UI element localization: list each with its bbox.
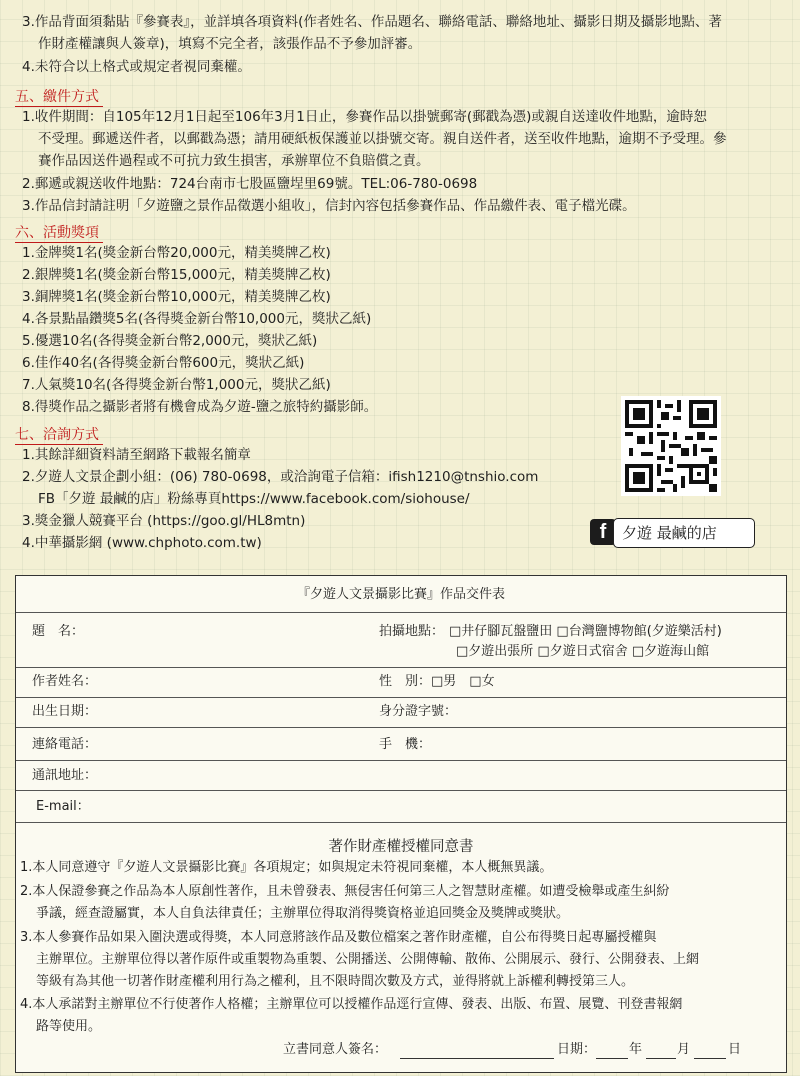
consent-title: 著作財產權授權同意書 [328,839,474,855]
address-field[interactable]: 通訊地址： [32,768,98,783]
award-item: 5.優選10名(各得獎金新台幣2,000元，獎狀乙紙) [22,333,318,349]
award-item: 7.人氣獎10名(各得獎金新台幣1,000元，獎狀乙紙) [22,377,331,393]
consent-clause-3-line-3: 等級有為其他一切著作財產權利用行為之權利，且不限時間次數及方式，並得將就上訴權利轉授第三人。 [36,974,635,989]
birth-date-field[interactable]: 出生日期： [32,704,98,719]
consent-clause-2-line-2: 爭議，經查證屬實，本人自負法律責任；主辦單位得取消得獎資格並追回獎金及獎牌或獎狀。 [36,906,570,921]
location-options-row-2[interactable]: □夕遊出張所 □夕遊日式宿舍 □夕遊海山館 [456,644,710,659]
phone-field[interactable]: 連絡電話： [32,737,98,752]
submission-item-3: 3.作品信封請註明「夕遊鹽之景作品徵選小組收」，信封內容包括參賽作品、作品繳件表、電子檔光碟。 [22,198,636,214]
divider [16,667,786,668]
signature-label: 立書同意人簽名： [283,1042,388,1057]
contact-item-3: 3.獎金獵人競賽平台 (https://goo.gl/HL8mtn) [22,513,306,529]
month-label: 月 [677,1042,691,1057]
contact-item-4: 4.中華攝影網 (www.chphoto.com.tw) [22,535,262,551]
date-label: 日期： [557,1042,597,1057]
submission-item-2: 2.郵遞或親送收件地點：724台南市七股區鹽埕里69號。TEL:06-780-0698 [22,176,478,192]
award-item: 1.金牌獎1名(獎金新台幣20,000元，精美獎牌乙枚) [22,245,331,261]
section-heading-contact: 七、洽詢方式 [15,427,99,443]
rule-item-3-line-2: 作財產權讓與人簽章)，填寫不完全者，該張作品不予參加評審。 [38,36,422,52]
id-number-field[interactable]: 身分證字號： [379,704,458,719]
rule-item-3-line-1: 3.作品背面須黏貼『參賽表』，並詳填各項資料(作者姓名、作品題名、聯絡電話、聯絡地址、攝影日期及攝影地點、著 [22,14,722,30]
divider [16,822,786,823]
award-item: 4.各景點晶鑽獎5名(各得獎金新台幣10,000元，獎狀乙紙) [22,311,372,327]
divider [16,612,786,613]
consent-clause-4-line-1: 4.本人承諾對主辦單位不行使著作人格權；主辦單位可以授權作品逕行宣傳、發表、出版、布置、展覽、刊登書報網 [20,997,683,1012]
contact-item-2-line-2: FB「夕遊 最鹹的店」粉絲專頁https://www.facebook.com/siohouse/ [38,491,470,507]
section-heading-awards: 六、活動獎項 [15,225,99,241]
day-label: 日 [728,1042,742,1057]
work-title-field[interactable]: 題 名： [32,624,85,639]
form-title: 『夕遊人文景攝影比賽』作品交件表 [296,587,505,602]
year-line[interactable] [596,1058,628,1059]
section-heading-submission: 五、繳件方式 [15,89,99,105]
consent-clause-3-line-2: 主辦單位。主辦單位得以著作原件或重製物為重製、公開播送、公開傳輸、散佈、公開展示、發行、公開發表、上網 [36,952,700,967]
facebook-page-label: 夕遊 最鹹的店 [622,524,717,542]
year-label: 年 [629,1042,643,1057]
mobile-field[interactable]: 手 機： [379,737,432,752]
divider [16,697,786,698]
consent-clause-4-line-2: 路等使用。 [36,1019,102,1034]
award-item: 2.銀牌獎1名(獎金新台幣15,000元，精美獎牌乙枚) [22,267,331,283]
consent-clause-2-line-1: 2.本人保證參賽之作品為本人原創性著作，且未曾發表、無侵害任何第三人之智慧財產權。如遭受檢舉或產生糾紛 [20,884,670,899]
divider [16,727,786,728]
qr-code-icon [621,396,721,496]
submission-item-1-line-2: 不受理。郵遞送件者，以郵戳為憑；請用硬紙板保護並以掛號交寄。親自送件者，送至收件地點，逾期不予受理。參 [38,131,727,147]
contact-item-2-line-1: 2.夕遊人文景企劃小組：(06) 780-0698，或洽詢電子信箱：ifish1210@tnshio.com [22,469,539,485]
gender-field[interactable]: 性 別：□男 □女 [379,674,495,689]
divider [16,760,786,761]
signature-line[interactable] [400,1058,554,1059]
email-field[interactable]: E-mail： [36,799,90,814]
divider [16,790,786,791]
rule-item-4: 4.未符合以上格式或規定者視同棄權。 [22,59,251,75]
facebook-icon: f [590,519,616,545]
author-name-field[interactable]: 作者姓名： [32,674,98,689]
consent-clause-3-line-1: 3.本人參賽作品如果入圍決選或得獎，本人同意將該作品及數位檔案之著作財產權，自公布得獎日起專屬授權與 [20,930,657,945]
award-item: 6.佳作40名(各得獎金新台幣600元，獎狀乙紙) [22,355,305,371]
contact-item-1: 1.其餘詳細資料請至網路下載報名簡章 [22,447,251,463]
day-line[interactable] [694,1058,726,1059]
month-line[interactable] [646,1058,676,1059]
submission-item-1-line-3: 賽作品因送件過程或不可抗力致生損害，承辦單位不負賠償之責。 [38,153,430,169]
facebook-page-badge[interactable] [613,518,755,548]
location-options-row-1[interactable]: □井仔腳瓦盤鹽田 □台灣鹽博物館(夕遊樂活村) [449,624,722,639]
location-label: 拍攝地點： [379,624,445,639]
award-item: 8.得獎作品之攝影者將有機會成為夕遊-鹽之旅特約攝影師。 [22,399,378,415]
award-item: 3.銅牌獎1名(獎金新台幣10,000元，精美獎牌乙枚) [22,289,331,305]
submission-item-1-line-1: 1.收件期間：自105年12月1日起至106年3月1日止，參賽作品以掛號郵寄(郵戳為憑)或親自送達收件地點，逾時恕 [22,109,707,125]
entry-form [15,575,787,1073]
consent-clause-1: 1.本人同意遵守『夕遊人文景攝影比賽』各項規定；如與規定未符視同棄權，本人概無異議。 [20,860,553,875]
